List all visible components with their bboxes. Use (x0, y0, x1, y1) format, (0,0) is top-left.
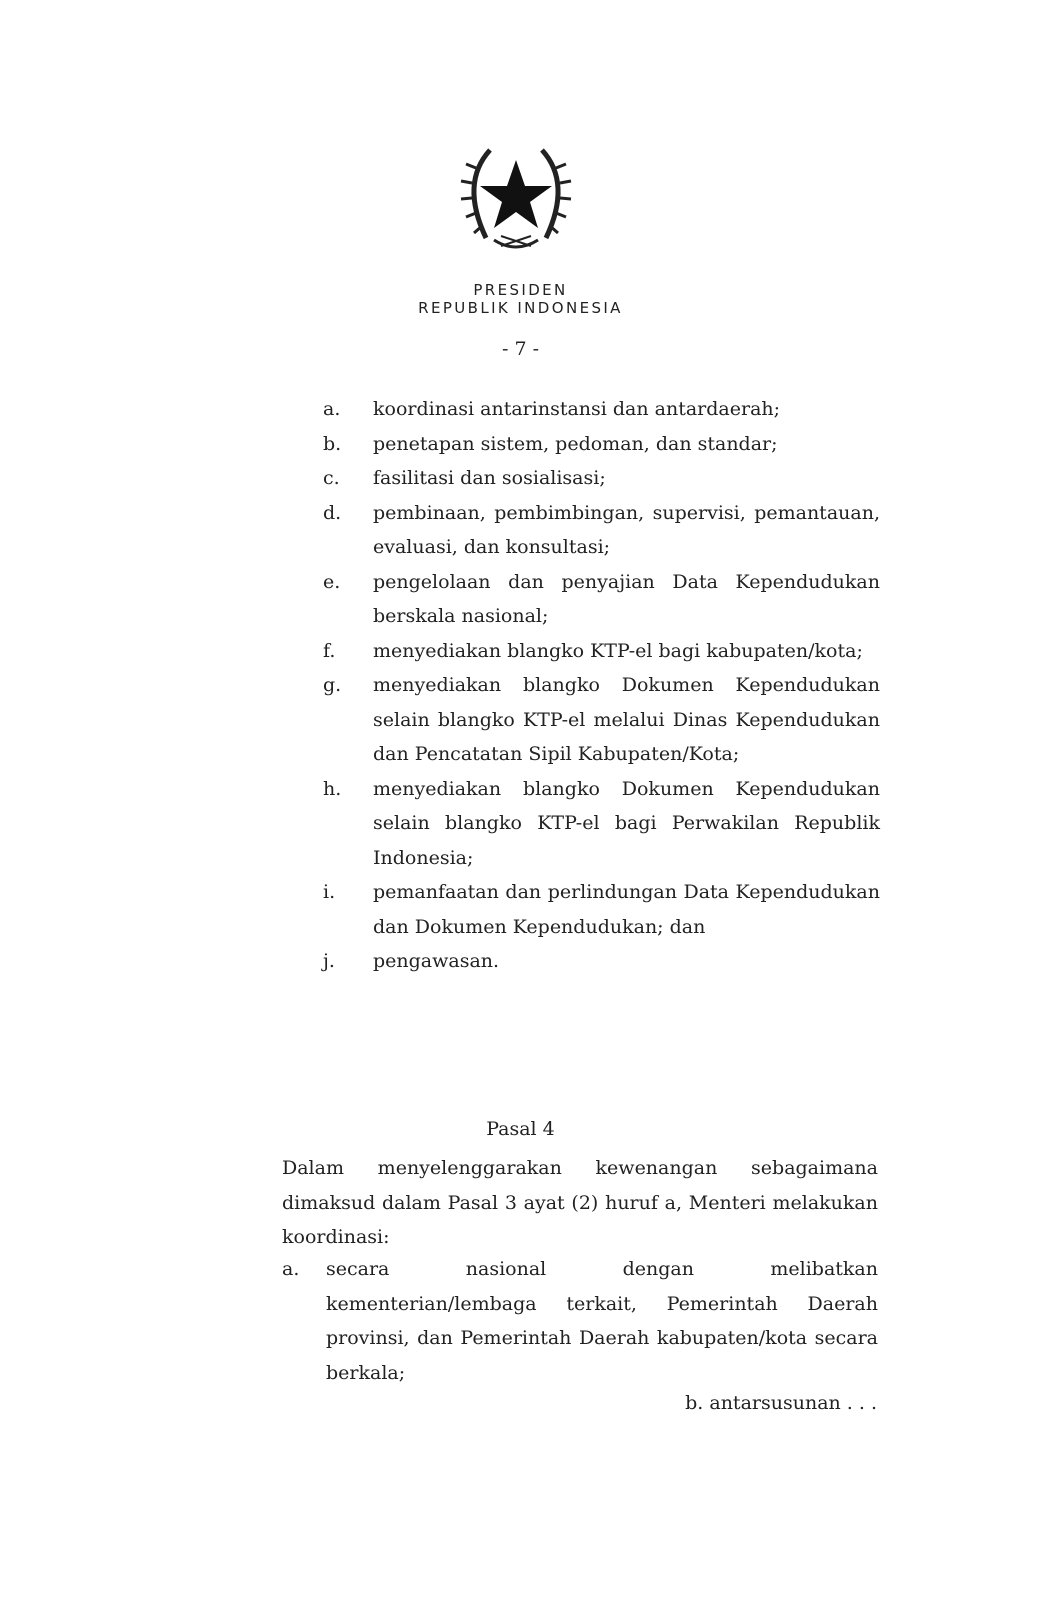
list-item-label: g. (323, 674, 342, 696)
list-item-text: pemanfaatan dan perlindungan Data Kependudukan dan Dokumen Kependudukan; dan (373, 881, 880, 938)
kewenangan-list (323, 392, 880, 979)
list-item (282, 1252, 878, 1390)
list-item (323, 668, 880, 772)
pasal-sub-list (282, 1252, 878, 1390)
star-icon (480, 160, 552, 228)
header-republik-indonesia: REPUBLIK INDONESIA (418, 299, 623, 317)
list-item-label: i. (323, 881, 336, 903)
list-item (323, 634, 880, 669)
list-item-label: a. (323, 398, 341, 420)
list-item (323, 427, 880, 462)
list-item-label: b. (323, 432, 342, 455)
list-item-label: a. (282, 1258, 300, 1280)
list-item (323, 461, 880, 496)
list-item-text: pengelolaan dan penyajian Data Kependudukan berskala nasional; (373, 570, 880, 627)
list-item (323, 565, 880, 634)
list-item-text: menyediakan blangko Dokumen Kependudukan selain blangko KTP-el melalui Dinas Kependudukan dan Pencatatan Sipil Kabupaten/Kota; (373, 674, 880, 765)
list-item-label: d. (323, 501, 342, 524)
list-item-label: h. (323, 777, 342, 800)
list-item-label: j. (323, 950, 335, 972)
garuda-star-wreath-emblem-icon (446, 128, 586, 258)
list-item-text: pembinaan, pembimbingan, supervisi, pemantauan, evaluasi, dan konsultasi; (373, 501, 880, 558)
list-item-text: menyediakan blangko KTP-el bagi kabupaten/kota; (373, 639, 863, 662)
list-item-label: e. (323, 570, 341, 593)
list-item (323, 496, 880, 565)
list-item-text: fasilitasi dan sosialisasi; (373, 467, 606, 489)
list-item (323, 875, 880, 944)
list-item-text: menyediakan blangko Dokumen Kependudukan selain blangko KTP-el bagi Perwakilan Republik Indonesia; (373, 777, 880, 869)
list-item-label: f. (323, 639, 336, 662)
page-number: - 7 - (501, 338, 539, 360)
continuation-text: b. antarsusunan . . . (685, 1392, 877, 1414)
list-item-text: pengawasan. (373, 950, 500, 972)
header-presiden: PRESIDEN (473, 281, 568, 299)
list-item-text: penetapan sistem, pedoman, dan standar; (373, 432, 778, 455)
list-item-text: secara nasional dengan melibatkan kementerian/lembaga terkait, Pemerintah Daerah provinsi, dan Pemerintah Daerah kabupaten/kota secara berkala; (326, 1258, 878, 1384)
list-item (323, 944, 880, 979)
list-item-label: c. (323, 467, 340, 489)
pasal-title: Pasal 4 (486, 1118, 555, 1140)
list-item (323, 772, 880, 876)
list-item-text: koordinasi antarinstansi dan antardaerah; (373, 398, 781, 420)
list-item (323, 392, 880, 427)
pasal-intro: Dalam menyelenggarakan kewenangan sebagaimana dimaksud dalam Pasal 3 ayat (2) huruf a, Menteri melakukan koordinasi: (282, 1157, 878, 1248)
